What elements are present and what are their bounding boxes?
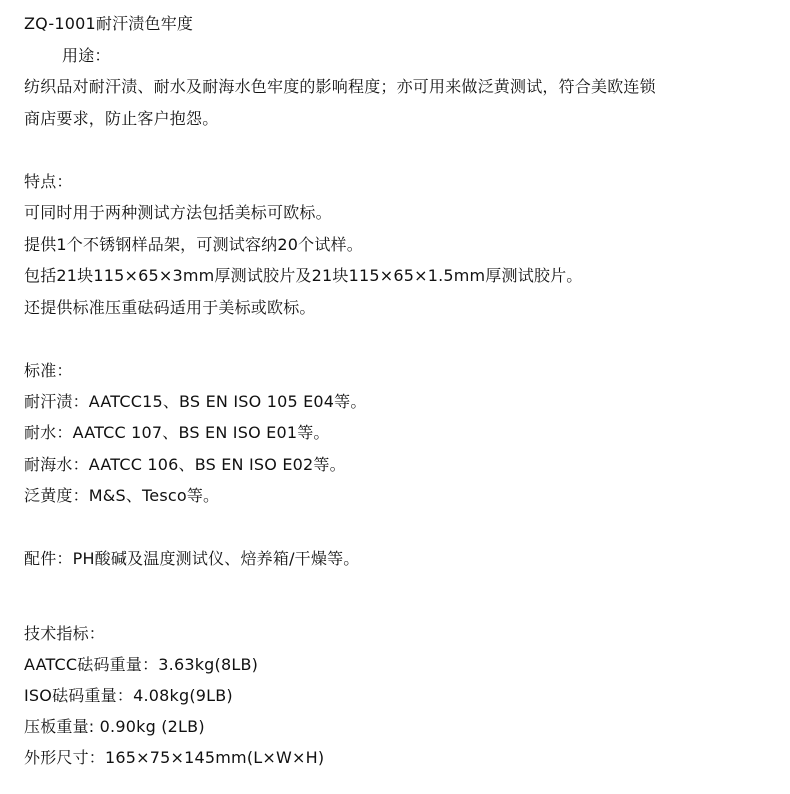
usage-text-line-1: 纺织品对耐汗渍、耐水及耐海水色牢度的影响程度；亦可用来做泛黄测试，符合美欧连锁 xyxy=(24,77,656,96)
accessories-text: 配件：PH酸碱及温度测试仪、焙养箱/干燥等。 xyxy=(24,549,360,568)
features-heading: 特点： xyxy=(24,172,73,191)
standard-item: 耐汗渍：AATCC15、BS EN ISO 105 E04等。 xyxy=(24,392,367,411)
document-title: ZQ-1001耐汗渍色牢度 xyxy=(24,14,194,33)
standard-item: 泛黄度：M&S、Tesco等。 xyxy=(24,486,220,505)
feature-item: 可同时用于两种测试方法包括美标可欧标。 xyxy=(24,203,332,222)
usage-heading: 用途： xyxy=(62,46,111,65)
usage-text-line-2: 商店要求，防止客户抱怨。 xyxy=(24,109,219,128)
standards-heading: 标准： xyxy=(24,361,73,380)
spec-item: AATCC砝码重量：3.63kg(8LB) xyxy=(24,655,259,674)
specs-heading: 技术指标： xyxy=(24,624,106,643)
feature-item: 提供1个不锈钢样品架，可测试容纳20个试样。 xyxy=(24,235,363,254)
feature-item: 包括21块115×65×3mm厚测试胶片及21块115×65×1.5mm厚测试胶片。 xyxy=(24,266,583,285)
standard-item: 耐水：AATCC 107、BS EN ISO E01等。 xyxy=(24,423,330,442)
spec-item: 外形尺寸：165×75×145mm(L×W×H) xyxy=(24,748,325,767)
spec-item: ISO砝码重量：4.08kg(9LB) xyxy=(24,686,233,705)
feature-item: 还提供标准压重砝码适用于美标或欧标。 xyxy=(24,298,316,317)
standard-item: 耐海水：AATCC 106、BS EN ISO E02等。 xyxy=(24,455,346,474)
spec-item: 压板重量: 0.90kg (2LB) xyxy=(24,717,205,736)
